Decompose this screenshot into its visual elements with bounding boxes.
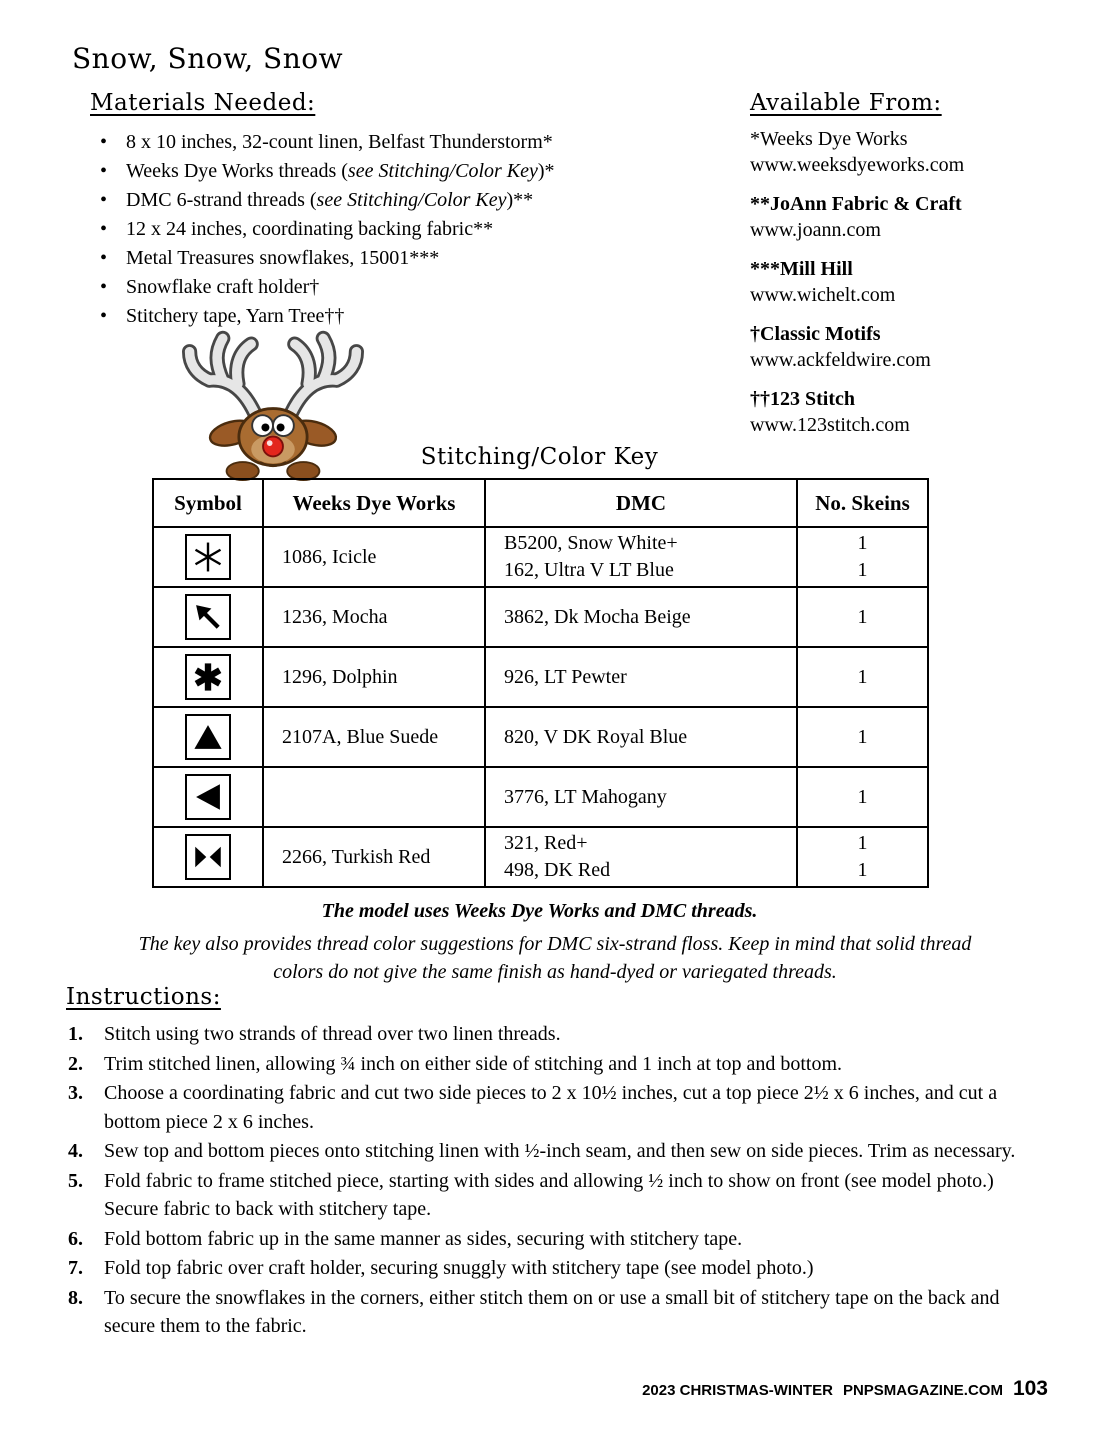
symbol-cell xyxy=(153,767,263,827)
supplier-entry xyxy=(750,321,1070,373)
skeins-line: 1 xyxy=(857,665,868,688)
materials-list xyxy=(90,128,730,331)
dmc-line: 926, LT Pewter xyxy=(504,665,627,688)
dmc-value xyxy=(485,767,797,827)
column-header: DMC xyxy=(485,479,797,527)
instruction-step xyxy=(66,1167,1044,1224)
instructions-list xyxy=(66,1020,1044,1341)
skeins-line: 1 xyxy=(857,532,868,554)
skeins-line: 1 xyxy=(857,832,868,854)
materials-item: • Weeks Dye Works threads (see Stitching/Color Key)* xyxy=(90,157,730,186)
available-from-entries xyxy=(750,126,1070,438)
up-triangle-icon xyxy=(185,714,231,760)
symbol-cell xyxy=(153,707,263,767)
symbol-cell xyxy=(153,587,263,647)
column-header: Symbol xyxy=(153,479,263,527)
footer-edition: 2023 CHRISTMAS-WINTER xyxy=(642,1382,833,1399)
supplier-entry xyxy=(750,386,1070,438)
supplier-url: www.joann.com xyxy=(750,219,881,241)
instructions-section xyxy=(66,984,1044,1342)
available-from-heading: Available From: xyxy=(750,90,942,116)
color-key-row xyxy=(153,527,928,587)
dmc-line: 3776, LT Mahogany xyxy=(504,785,667,808)
skeins-line: 1 xyxy=(857,725,868,748)
instruction-step xyxy=(66,1137,1044,1166)
supplier-entry xyxy=(750,126,1070,178)
model-note: The model uses Weeks Dye Works and DMC threads. xyxy=(321,900,758,922)
step-text: Fold bottom fabric up in the same manner as sides, securing with stitchery tape. xyxy=(104,1227,743,1250)
footer-site: PNPSMAGAZINE.COM xyxy=(842,1382,1003,1399)
color-key-body xyxy=(153,527,928,887)
dmc-line: 162, Ultra V LT Blue xyxy=(504,559,674,581)
step-number: 7. xyxy=(68,1257,83,1279)
dmc-value xyxy=(485,827,797,887)
dmc-value xyxy=(485,707,797,767)
step-text: Trim stitched linen, allowing ¾ inch on either side of stitching and 1 inch at top and bottom. xyxy=(104,1052,843,1075)
supplier-name: ***Mill Hill xyxy=(750,258,853,280)
page-footer xyxy=(642,1377,1048,1401)
footer-page-number: 103 xyxy=(1012,1377,1048,1400)
step-text: Choose a coordinating fabric and cut two side pieces to 2 x 10½ inches, cut a top piece 2½ x 6 inches, and cut a bottom piece 2 x 6 inches. xyxy=(104,1082,998,1133)
supplier-url: www.weeksdyeworks.com xyxy=(750,154,965,176)
step-number: 2. xyxy=(68,1052,83,1075)
weeks-value xyxy=(263,767,485,827)
materials-item: • 8 x 10 inches, 32-count linen, Belfast Thunderstorm* xyxy=(90,128,730,157)
skeins-line: 1 xyxy=(857,859,868,881)
instructions-heading: Instructions: xyxy=(66,984,221,1010)
supplier-entry xyxy=(750,191,1070,243)
materials-item: • Snowflake craft holder† xyxy=(90,273,730,302)
step-text: Stitch using two strands of thread over two linen threads. xyxy=(104,1023,561,1045)
color-key-row xyxy=(153,647,928,707)
supplier-name: †Classic Motifs xyxy=(750,323,881,345)
step-text: Fold fabric to frame stitched piece, starting with sides and allowing ½ inch to show on front (see model photo.) Secure fabric to back with stitchery tape. xyxy=(104,1169,994,1220)
skeins-line: 1 xyxy=(857,785,868,808)
materials-heading: Materials Needed: xyxy=(90,90,316,116)
supplier-url: www.ackfeldwire.com xyxy=(750,349,931,371)
column-header: No. Skeins xyxy=(797,479,928,527)
supplier-name: *Weeks Dye Works xyxy=(750,128,908,150)
dmc-value xyxy=(485,527,797,587)
skeins-value xyxy=(797,587,928,647)
dmc-line: 321, Red+ xyxy=(504,832,588,854)
supplier-name: ††123 Stitch xyxy=(750,388,855,410)
weeks-value: 1296, Dolphin xyxy=(263,647,485,707)
color-key-heading: Stitching/Color Key xyxy=(420,444,659,470)
dmc-value xyxy=(485,647,797,707)
column-header: Weeks Dye Works xyxy=(263,479,485,527)
symbol-cell xyxy=(153,527,263,587)
dmc-line: B5200, Snow White+ xyxy=(504,532,678,554)
symbol-cell xyxy=(153,647,263,707)
weeks-value: 1236, Mocha xyxy=(263,587,485,647)
skeins-value xyxy=(797,647,928,707)
available-from-section xyxy=(750,90,1070,451)
materials-item: • Metal Treasures snowflakes, 15001*** xyxy=(90,244,730,273)
instruction-step xyxy=(66,1050,1044,1079)
weeks-value: 2107A, Blue Suede xyxy=(263,707,485,767)
color-key-row xyxy=(153,767,928,827)
six-spoked-asterisk-icon xyxy=(185,534,231,580)
step-number: 8. xyxy=(68,1286,83,1309)
dmc-line: 820, V DK Royal Blue xyxy=(504,725,688,748)
skeins-line: 1 xyxy=(857,605,868,628)
materials-item: • Stitchery tape, Yarn Tree†† xyxy=(90,302,730,331)
dmc-value xyxy=(485,587,797,647)
bowtie-icon xyxy=(185,834,231,880)
color-key-row xyxy=(153,587,928,647)
heavy-asterisk-icon xyxy=(185,654,231,700)
instruction-step xyxy=(66,1225,1044,1254)
up-left-arrow-icon xyxy=(185,594,231,640)
step-text: To secure the snowflakes in the corners, either stitch them on or use a small bit of stitchery tape on the back and secure them to the fabric. xyxy=(104,1286,1000,1337)
weeks-value: 1086, Icicle xyxy=(263,527,485,587)
step-text: Sew top and bottom pieces onto stitching linen with ½-inch seam, and then sew on side pieces. Trim as necessary. xyxy=(104,1140,1016,1162)
color-key-row xyxy=(153,827,928,887)
skeins-value xyxy=(797,767,928,827)
skeins-value xyxy=(797,707,928,767)
instruction-step xyxy=(66,1254,1044,1283)
instruction-step xyxy=(66,1020,1044,1049)
skeins-line: 1 xyxy=(857,559,868,581)
supplier-url: www.wichelt.com xyxy=(750,284,896,306)
step-number: 5. xyxy=(68,1169,83,1192)
step-number: 4. xyxy=(68,1140,83,1162)
step-text: Fold top fabric over craft holder, securing snuggly with stitchery tape (see model photo.) xyxy=(104,1257,814,1279)
skeins-value xyxy=(797,527,928,587)
instruction-step xyxy=(66,1284,1044,1341)
supplier-url: www.123stitch.com xyxy=(750,414,910,436)
color-key-header-row xyxy=(153,479,928,527)
instruction-step xyxy=(66,1079,1044,1136)
symbol-cell xyxy=(153,827,263,887)
materials-item: • 12 x 24 inches, coordinating backing fabric** xyxy=(90,215,730,244)
color-key-table xyxy=(152,478,929,888)
page-title: Snow, Snow, Snow xyxy=(72,42,344,75)
key-note: The key also provides thread color suggestions for DMC six-strand floss. Keep in mind that solid thread colors do not give the same finish as hand-dyed or variegated threads. xyxy=(138,933,972,983)
step-number: 3. xyxy=(68,1082,83,1104)
supplier-entry xyxy=(750,256,1070,308)
color-key-row xyxy=(153,707,928,767)
left-triangle-icon xyxy=(185,774,231,820)
weeks-value: 2266, Turkish Red xyxy=(263,827,485,887)
step-number: 1. xyxy=(68,1023,83,1045)
materials-item: • DMC 6-strand threads (see Stitching/Color Key)** xyxy=(90,186,730,215)
supplier-name: **JoAnn Fabric & Craft xyxy=(750,193,962,215)
step-number: 6. xyxy=(68,1227,83,1250)
skeins-value xyxy=(797,827,928,887)
dmc-line: 3862, Dk Mocha Beige xyxy=(504,605,691,628)
materials-section xyxy=(90,90,730,331)
dmc-line: 498, DK Red xyxy=(504,859,611,881)
